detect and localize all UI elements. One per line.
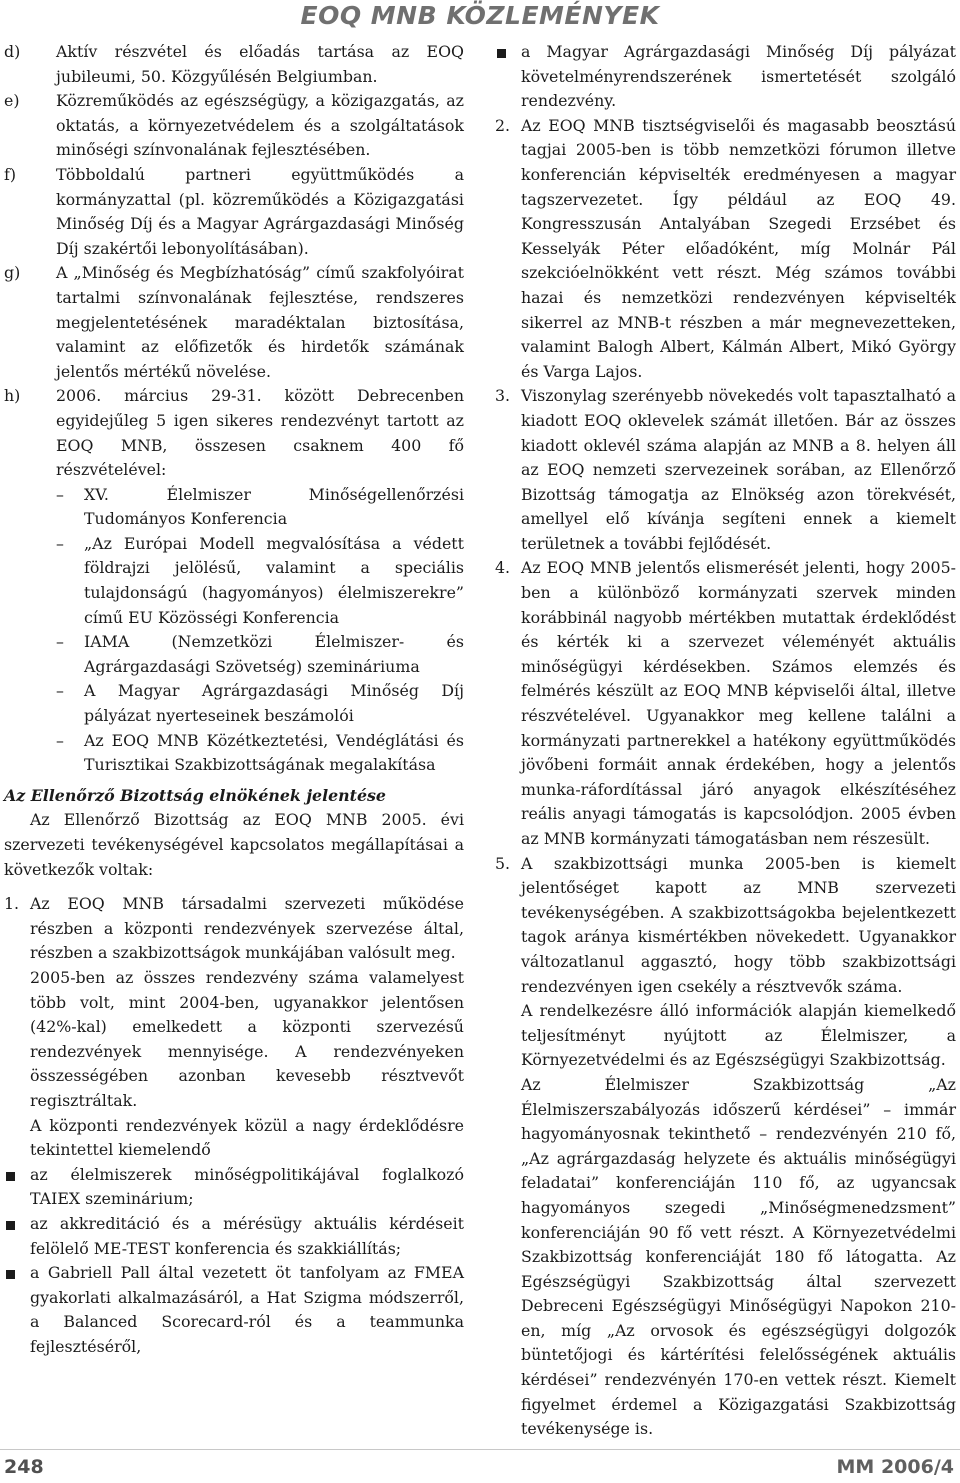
item-number: 2. <box>495 115 511 135</box>
numbered-item <box>495 114 956 385</box>
bullet-text: az akkreditáció és a mérésügy aktuális kérdéseit felölelő ME-TEST konferencia és szakkiállítás; <box>30 1213 464 1258</box>
item-number: 3. <box>495 386 511 406</box>
dash-text: Az EOQ MNB Közétkeztetési, Vendéglátási és Turisztikai Szakbizottságának megalakítása <box>84 730 464 775</box>
item-text: Az EOQ MNB jelentős elismerését jelenti, hogy 2005-ben a különböző kormányzati szervek minden korábbinál nagyobb mértékben mutattak érdeklődést és kérték ki a szervezet véleményét aktuális minőségügyi kérdésekben. Számos elemzés és felmérés készült az EOQ MNB képviselői által, illetve részvételével. Ugyanakkor meg kellene találni a kormányzati partnerekkel a hatékony együttműködés jövőbeni formáit annak érdekében, hogy a jelentős munka-ráfordítással járó anyagok elkészítéséhez reális anyagi támogatás is kapcsolódjon. 2005 évben az MNB kormányzati támogatásban nem részesült. <box>521 558 956 848</box>
dash-item <box>4 729 464 778</box>
square-bullet-icon <box>4 1261 30 1359</box>
numbered-item <box>495 852 956 1000</box>
item-label: d) <box>4 42 21 61</box>
bullet-item <box>4 1212 464 1261</box>
bullet-item <box>495 40 956 114</box>
paragraph: A rendelkezésre álló információk alapján kiemelkedő teljesítményt nyújtott az Élelmiszer, a Környezetvédelmi és az Egészségügyi Szakbizottság. <box>521 1001 956 1070</box>
bullet-item <box>4 1163 464 1212</box>
dash-text: IAMA (Nemzetközi Élelmiszer- és Agrárgazdasági Szövetség) szemináriuma <box>84 632 464 676</box>
square-bullet-icon <box>4 1163 30 1212</box>
dash-item <box>4 532 464 630</box>
list-item <box>4 163 464 261</box>
right-column <box>495 40 956 1442</box>
paragraph: Az Élelmiszer Szakbizottság „Az Élelmiszerszabályozás időszerű kérdései” – immár hagyományosnak tekinthető – rendezvényén 210 fő, „Az agrárgazdaság helyzete és aktuális minőségügyi feladatai” konferenciáján 110 fő, az ugyancsak hagyományos szegedi „Minőségmenedzsment” konferenciáján 90 fő vett részt. A Környezetvédelmi Szakbizottság konferenciáját 180 fő látogatta. Az Egészségügyi Szakbizottság által szervezett Debreceni Egészségügyi Minőségügyi Napokon 210-en, míg „Az orvosok és egészségügyi dolgozók büntetőjogi és kártérítési felelősségének aktuális kérdései” rendezvényén 170-en vettek részt. Kiemelt figyelmet érdemel a Közigazgatási Szakbizottság tevékenysége is. <box>521 1074 956 1439</box>
item-label: f) <box>4 164 17 184</box>
item-number: 1. <box>4 894 20 914</box>
paragraph: 2005-ben az összes rendezvény száma valamelyest több volt, mint 2004-ben, ugyanakkor jelentősen (42%-kal) emelkedett a központi szervezésű rendezvények mennyisége. A rendezvényeken összességében azonban kevesebb résztvevőt regisztráltak. <box>30 967 464 1110</box>
paragraph: A központi rendezvények közül a nagy érdeklődésre tekintettel kiemelendő <box>30 1115 464 1160</box>
left-column <box>4 40 464 1359</box>
item-text: A „Minőség és Megbízhatóság” című szakfolyóirat tartalmi színvonalának fejlesztése, rendszeres megjelentetésének maradéktalan biztosítása, valamint az előfizetők és hirdetők számának jelentős mértékű növelése. <box>56 263 464 381</box>
item-label: h) <box>4 386 21 406</box>
item-label: g) <box>4 263 21 283</box>
item-text: Többoldalú partneri együttműködés a kormányzattal (pl. közreműködés a Közigazgatási Minőség Díj és a Magyar Agrárgazdasági Minőség Díj szakértői lebonyolításában). <box>56 164 464 258</box>
list-item <box>4 89 464 163</box>
item-text: Közreműködés az egészségügy, a közigazgatás, az oktatás, a környezetvédelem és a szolgáltatások minőségi színvonalának fejlesztésében. <box>56 91 464 160</box>
dash-mark: – <box>56 533 64 553</box>
item-text: Viszonylag szerényebb növekedés volt tapasztalható a kiadott EOQ oklevelek számát illetően. Bár az összes kiadott oklevél száma alapján az MNB a 8. helyen áll az EOQ nemzeti szervezeinek sorában, az Ellenőrző Bizottság támogatja az Elnökség azon törekvését, amellyel elő kívánja segíteni ennek a kiemelt területnek a további fejlődését. <box>521 386 956 553</box>
dash-text: XV. Élelmiszer Minőségellenőrzési Tudományos Konferencia <box>84 484 464 529</box>
list-item <box>4 261 464 384</box>
intro-paragraph: Az Ellenőrző Bizottság az EOQ MNB 2005. évi szervezeti tevékenységével kapcsolatos megállapításai a következők voltak: <box>4 810 464 879</box>
dash-mark: – <box>56 681 64 701</box>
item-text: Aktív részvétel és előadás tartása az EOQ jubileumi, 50. Közgyűlésén Belgiumban. <box>56 42 464 86</box>
header-title: EOQ MNB KÖZLEMÉNYEK <box>300 1 660 30</box>
spacer <box>4 882 464 892</box>
section-heading: Az Ellenőrző Bizottság elnökének jelentése <box>4 785 386 805</box>
numbered-item <box>495 556 956 851</box>
item-text: A szakbizottsági munka 2005-ben is kiemelt jelentőséget kapott az MNB szervezeti tevékenységében. A szakbizottságokba bejelentkezett tagok aránya kismértékben növekedett. Ugyanakkor változatlanul aggasztó, hogy több szakbizottsági rendezvényen igen csekély a résztvevők száma. <box>521 853 956 996</box>
square-bullet-icon <box>4 1212 30 1261</box>
dash-mark: – <box>56 484 64 504</box>
dash-text: „Az Európai Modell megvalósítása a védett földrajzi jelölésű, valamint a speciális tulajdonságú (hagyományos) élelmiszerekre” című EU Közösségi Konferencia <box>84 533 464 627</box>
issue-label: MM 2006/4 <box>836 1456 954 1478</box>
dash-mark: – <box>56 730 64 750</box>
dash-item <box>4 630 464 679</box>
dash-text: A Magyar Agrárgazdasági Minőség Díj pályázat nyerteseinek beszámolói <box>84 681 464 726</box>
item-text: Az EOQ MNB tisztségviselői és magasabb beosztású tagjai 2005-ben is több nemzetközi fórumon illetve konferencián képviselték eredményesen a magyar tagszervezetet. Így például az EOQ 49. Kongresszusán Antalyában Szegedi Erzsébet és Kesselyák Péter előadóként, míg Molnár Pál szekcióelnökként vett részt. Még számos további hazai és nemzetközi rendezvényen képviselték sikerrel az MNB-t részben a már megnevezetteken, valamint Balogh Albert, Kálmán Albert, Mikó György és Varga Lajos. <box>521 115 956 381</box>
bullet-text: a Magyar Agrárgazdasági Minőség Díj pályázat követelményrendszerének ismertetését szolgáló rendezvény. <box>521 42 956 111</box>
dash-mark: – <box>56 632 64 652</box>
item-text: 2006. március 29-31. között Debrecenben egyidejűleg 5 igen sikeres rendezvényt tartott az EOQ MNB, összesen csaknem 400 fő részvételével: <box>56 386 464 480</box>
item-number: 4. <box>495 558 511 578</box>
item-number: 5. <box>495 853 511 873</box>
numbered-item <box>4 892 464 966</box>
item-label: e) <box>4 91 20 111</box>
square-bullet-icon <box>495 40 521 114</box>
page-header <box>0 0 960 34</box>
list-item <box>4 384 464 482</box>
bullet-item <box>4 1261 464 1359</box>
item-text: Az EOQ MNB társadalmi szervezeti működése részben a központi rendezvények szervezése által, részben a szakbizottságok munkájában valósult meg. <box>30 894 464 963</box>
list-item <box>4 40 464 89</box>
bullet-text: az élelmiszerek minőségpolitikájával foglalkozó TAIEX szeminárium; <box>30 1164 464 1209</box>
dash-item <box>4 679 464 728</box>
footer-divider <box>0 1449 960 1450</box>
dash-item <box>4 483 464 532</box>
bullet-text: a Gabriell Pall által vezetett öt tanfolyam az FMEA gyakorlati alkalmazásáról, a Hat Szigma módszerről, a Balanced Scorecard-ról és a teammunka fejlesztéséről, <box>30 1263 464 1356</box>
numbered-item <box>495 384 956 556</box>
page-number: 248 <box>4 1456 44 1478</box>
